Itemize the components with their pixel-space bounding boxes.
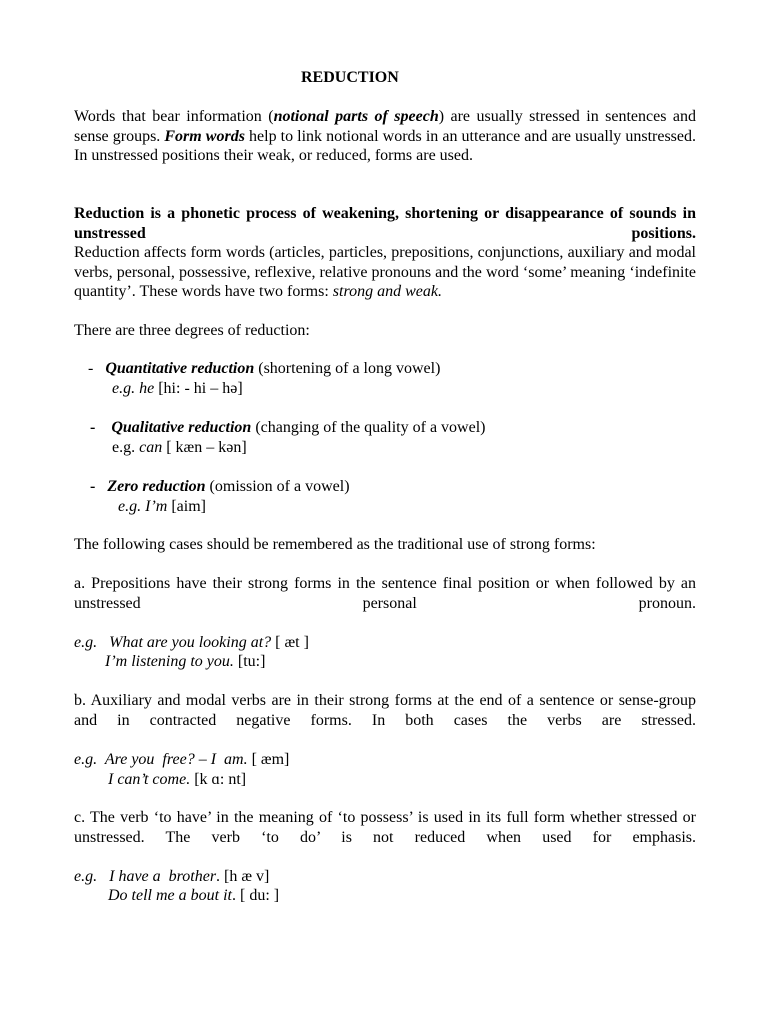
transcription: [hi: - hi – hə] <box>154 380 243 397</box>
intro-text: ) are usually stressed in sentences and sense groups. <box>74 108 697 145</box>
degrees-intro: There are three degrees of reduction: <box>74 322 310 339</box>
strong-forms-intro: The following cases should be remembered as the traditional use of strong forms: <box>74 536 596 553</box>
example-sentence: I can’t come. <box>108 771 191 788</box>
case-a-example-1: e.g. What are you looking at? [ æt ] <box>74 634 309 651</box>
degree-name: Zero reduction <box>107 478 206 495</box>
example-word: he <box>139 380 155 397</box>
example-word: can <box>139 439 163 456</box>
degree-name: Quantitative reduction <box>105 360 255 377</box>
case-c-paragraph: c. The verb ‘to have’ in the meaning of ‘to possess’ is used in its full form whether stressed or unstressed. The verb ‘to do’ is not reduced when used for emphasis. <box>74 809 696 846</box>
intro-text: help to link notional words in an utterance and are usually unstressed. In unstressed positions their weak, or reduced, forms are used. <box>74 127 697 164</box>
form-words-term: Form words <box>164 127 245 145</box>
transcription: [ æm] <box>247 751 290 768</box>
degree-example: e.g. I’m [aim] <box>118 498 206 515</box>
case-c-example-2 <box>108 886 279 906</box>
example-word: I’m <box>145 498 168 515</box>
degree-example: e.g. can [ kæn – kən] <box>112 439 247 456</box>
case-b-paragraph: b. Auxiliary and modal verbs are in their strong forms at the end of a sentence or sense-group and in contracted negative forms. In both cases the verbs are stressed. <box>74 692 696 729</box>
notional-parts-term: notional parts of speech <box>273 108 439 125</box>
case-a-paragraph: a. Prepositions have their strong forms in the sentence final position or when followed by an unstressed personal pronoun. <box>74 575 696 612</box>
transcription: [ kæn – kən] <box>162 439 247 456</box>
page-title: REDUCTION <box>301 69 399 86</box>
degree-item <box>88 359 440 379</box>
example-sentence: Do tell me a bout it <box>108 887 232 904</box>
case-c-example-1: e.g. I have a brother. [h æ v] <box>74 868 270 885</box>
degree-name: Qualitative reduction <box>111 419 252 436</box>
degree-description: (shortening of a long vowel) <box>254 360 441 377</box>
transcription: [ æt ] <box>271 634 309 651</box>
intro-text: Words that bear information ( <box>74 108 274 125</box>
intro-paragraph <box>74 107 696 166</box>
list-dash: - <box>90 478 96 495</box>
degree-description: (omission of a vowel) <box>205 478 350 495</box>
strong-weak-term: strong and weak. <box>332 283 442 300</box>
degree-example: e.g. he [hi: - hi – hə] <box>112 380 243 397</box>
affects-text: Reduction affects form words (articles, particles, prepositions, conjunctions, auxiliary and modal verbs, personal, possessive, reflexive, relative pronouns and the word ‘some’ meaning ‘indefinite quantity’. These words have two forms: <box>74 244 696 300</box>
transcription: . [ du: ] <box>231 887 280 904</box>
list-dash: - <box>88 360 94 377</box>
list-dash: - <box>90 419 96 436</box>
degree-description: (changing of the quality of a vowel) <box>251 419 486 436</box>
transcription: . [h æ v] <box>216 868 270 885</box>
example-sentence: I have a brother <box>109 868 217 885</box>
degree-item <box>90 477 350 497</box>
transcription: [tu:] <box>233 653 266 670</box>
transcription: [aim] <box>167 498 206 515</box>
definition-paragraph: Reduction is a phonetic process of weakening, shortening or disappearance of sounds in unstressed positions. <box>74 205 696 242</box>
case-b-example-2 <box>108 770 246 790</box>
example-sentence: What are you looking at? <box>109 634 272 651</box>
case-b-example-1: e.g. Are you free? – I am. [ æm] <box>74 751 290 768</box>
example-sentence: I’m listening to you. <box>105 653 234 670</box>
case-a-example-2 <box>105 652 265 672</box>
example-sentence: Are you free? – I am. <box>104 751 248 768</box>
transcription: [k ɑ: nt] <box>190 771 247 788</box>
affects-paragraph <box>74 243 696 302</box>
degree-item <box>90 418 485 438</box>
